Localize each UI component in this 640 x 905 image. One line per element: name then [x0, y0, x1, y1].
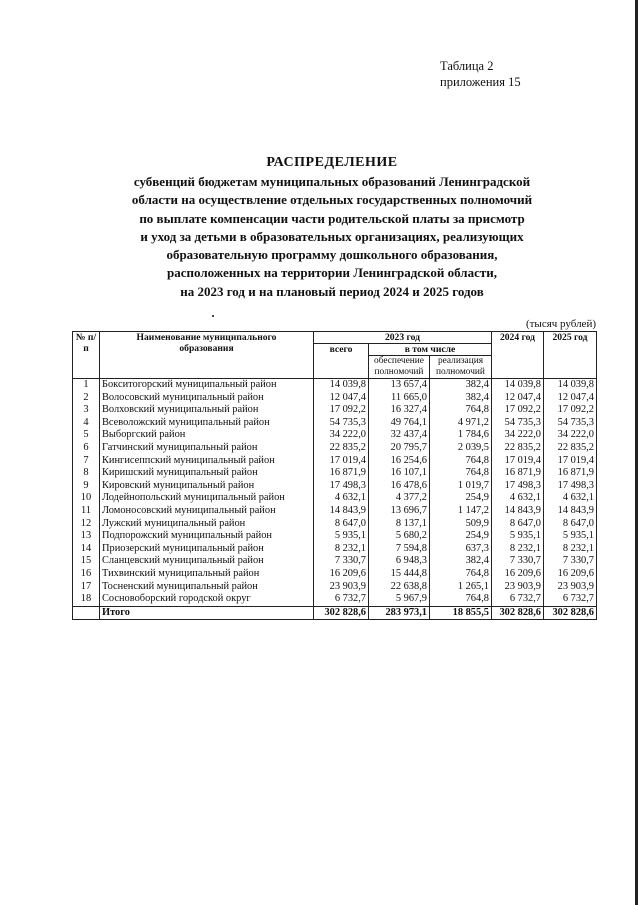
row-name: Кировский муниципальный район [100, 480, 314, 493]
row-provision: 22 638,8 [369, 581, 430, 594]
header-provision: обеспечение полномочий [369, 356, 430, 379]
row-total: 22 835,2 [314, 442, 369, 455]
heading-line: на 2023 год и на плановый период 2024 и 2025 годов [180, 283, 484, 299]
table-row [73, 530, 597, 543]
row-implementation: 2 039,5 [430, 442, 492, 455]
row-total: 16 871,9 [314, 467, 369, 480]
row-num: 11 [73, 505, 100, 518]
row-2024: 23 903,9 [492, 581, 544, 594]
row-2024: 12 047,4 [492, 392, 544, 405]
row-provision: 13 657,4 [369, 379, 430, 392]
row-implementation: 1 019,7 [430, 480, 492, 493]
row-2024: 17 019,4 [492, 455, 544, 468]
row-2025: 22 835,2 [544, 442, 597, 455]
row-total: 17 019,4 [314, 455, 369, 468]
scan-edge [635, 0, 638, 905]
header-total: всего [314, 344, 369, 379]
row-total: 7 330,7 [314, 555, 369, 568]
table-row [73, 505, 597, 518]
row-2024: 17 092,2 [492, 404, 544, 417]
total-provision: 283 973,1 [369, 606, 430, 620]
header-2025: 2025 год [544, 332, 597, 379]
row-implementation: 764,8 [430, 455, 492, 468]
row-total: 14 039,8 [314, 379, 369, 392]
row-2025: 8 232,1 [544, 543, 597, 556]
row-provision: 16 254,6 [369, 455, 430, 468]
row-2025: 17 498,3 [544, 480, 597, 493]
row-implementation: 382,4 [430, 392, 492, 405]
row-num: 17 [73, 581, 100, 594]
row-total: 16 209,6 [314, 568, 369, 581]
heading-line: области на осуществление отдельных государственных полномочий [131, 192, 533, 208]
row-2024: 6 732,7 [492, 593, 544, 606]
heading-line: образовательную программу дошкольного образования, [166, 247, 498, 263]
row-2024: 16 871,9 [492, 467, 544, 480]
row-provision: 16 478,6 [369, 480, 430, 493]
row-num: 10 [73, 492, 100, 505]
row-num: 9 [73, 480, 100, 493]
row-provision: 20 795,7 [369, 442, 430, 455]
row-2025: 4 632,1 [544, 492, 597, 505]
table-row [73, 593, 597, 606]
table-row [73, 392, 597, 405]
heading-line: и уход за детьми в образовательных организациях, реализующих [140, 228, 524, 244]
total-2025: 302 828,6 [544, 606, 597, 620]
table-row [73, 555, 597, 568]
row-implementation: 254,9 [430, 492, 492, 505]
row-name: Выборгский район [100, 429, 314, 442]
row-total: 8 232,1 [314, 543, 369, 556]
row-2024: 22 835,2 [492, 442, 544, 455]
row-name: Ломоносовский муниципальный район [100, 505, 314, 518]
row-name: Лодейнопольский муниципальный район [100, 492, 314, 505]
row-name: Тихвинский муниципальный район [100, 568, 314, 581]
row-2025: 7 330,7 [544, 555, 597, 568]
row-implementation: 764,8 [430, 404, 492, 417]
table-row [73, 543, 597, 556]
table-row [73, 492, 597, 505]
row-2024: 34 222,0 [492, 429, 544, 442]
appendix-number: приложения 15 [440, 75, 521, 89]
row-2025: 5 935,1 [544, 530, 597, 543]
total-num [73, 606, 100, 620]
total-sum: 302 828,6 [314, 606, 369, 620]
table-row [73, 417, 597, 430]
row-num: 14 [73, 543, 100, 556]
row-name: Сосновоборский городской округ [100, 593, 314, 606]
row-implementation: 382,4 [430, 379, 492, 392]
row-num: 12 [73, 518, 100, 531]
row-num: 15 [73, 555, 100, 568]
row-name: Бокситогорский муниципальный район [100, 379, 314, 392]
row-name: Лужский муниципальный район [100, 518, 314, 531]
row-implementation: 764,8 [430, 568, 492, 581]
row-2025: 17 092,2 [544, 404, 597, 417]
row-2024: 16 209,6 [492, 568, 544, 581]
heading-line: субвенций бюджетам муниципальных образований Ленинградской [133, 174, 531, 189]
row-name: Сланцевский муниципальный район [100, 555, 314, 568]
row-total: 17 498,3 [314, 480, 369, 493]
row-provision: 16 107,1 [369, 467, 430, 480]
distribution-table [72, 331, 597, 620]
row-2025: 23 903,9 [544, 581, 597, 594]
row-total: 6 732,7 [314, 593, 369, 606]
row-2025: 8 647,0 [544, 518, 597, 531]
row-num: 18 [73, 593, 100, 606]
row-2025: 6 732,7 [544, 593, 597, 606]
scan-speck [212, 315, 214, 317]
row-implementation: 509,9 [430, 518, 492, 531]
row-provision: 49 764,1 [369, 417, 430, 430]
row-implementation: 254,9 [430, 530, 492, 543]
row-total: 54 735,3 [314, 417, 369, 430]
document-title: РАСПРЕДЕЛЕНИЕ [266, 155, 398, 170]
row-total: 17 092,2 [314, 404, 369, 417]
row-2024: 54 735,3 [492, 417, 544, 430]
row-provision: 7 594,8 [369, 543, 430, 556]
header-2024: 2024 год [492, 332, 544, 379]
unit-label: (тысяч рублей) [525, 318, 596, 330]
document-heading [70, 155, 594, 301]
row-total: 23 903,9 [314, 581, 369, 594]
row-num: 13 [73, 530, 100, 543]
row-provision: 8 137,1 [369, 518, 430, 531]
table-row [73, 442, 597, 455]
row-provision: 5 967,9 [369, 593, 430, 606]
row-name: Волховский муниципальный район [100, 404, 314, 417]
row-2025: 14 843,9 [544, 505, 597, 518]
row-2024: 5 935,1 [492, 530, 544, 543]
table-row [73, 581, 597, 594]
row-provision: 32 437,4 [369, 429, 430, 442]
table-row [73, 404, 597, 417]
table-row [73, 429, 597, 442]
total-implementation: 18 855,5 [430, 606, 492, 620]
row-num: 1 [73, 379, 100, 392]
row-2025: 16 871,9 [544, 467, 597, 480]
row-name: Всеволожский муниципальный район [100, 417, 314, 430]
row-num: 8 [73, 467, 100, 480]
row-provision: 4 377,2 [369, 492, 430, 505]
header-2023: 2023 год [314, 332, 492, 344]
row-name: Киришский муниципальный район [100, 467, 314, 480]
row-2024: 17 498,3 [492, 480, 544, 493]
row-name: Подпорожский муниципальный район [100, 530, 314, 543]
row-total: 8 647,0 [314, 518, 369, 531]
row-provision: 13 696,7 [369, 505, 430, 518]
row-2024: 8 647,0 [492, 518, 544, 531]
row-2025: 16 209,6 [544, 568, 597, 581]
row-provision: 11 665,0 [369, 392, 430, 405]
row-implementation: 1 147,2 [430, 505, 492, 518]
table-row [73, 568, 597, 581]
row-2024: 4 632,1 [492, 492, 544, 505]
row-2025: 54 735,3 [544, 417, 597, 430]
row-provision: 15 444,8 [369, 568, 430, 581]
heading-line: расположенных на территории Ленинградской области, [167, 265, 497, 281]
row-2025: 34 222,0 [544, 429, 597, 442]
table-reference [440, 58, 521, 90]
table-number: Таблица 2 [440, 59, 494, 73]
row-num: 7 [73, 455, 100, 468]
row-2024: 8 232,1 [492, 543, 544, 556]
header-including: в том числе [369, 344, 492, 356]
total-row [73, 606, 597, 620]
row-num: 5 [73, 429, 100, 442]
row-2024: 14 039,8 [492, 379, 544, 392]
row-total: 12 047,4 [314, 392, 369, 405]
row-implementation: 382,4 [430, 555, 492, 568]
total-2024: 302 828,6 [492, 606, 544, 620]
header-num: № п/п [73, 332, 100, 379]
table-row [73, 455, 597, 468]
row-provision: 16 327,4 [369, 404, 430, 417]
row-name: Тосненский муниципальный район [100, 581, 314, 594]
row-num: 3 [73, 404, 100, 417]
table-row [73, 379, 597, 392]
table-row [73, 467, 597, 480]
row-implementation: 1 784,6 [430, 429, 492, 442]
row-2025: 17 019,4 [544, 455, 597, 468]
header-implementation: реализация полномочий [430, 356, 492, 379]
row-provision: 6 948,3 [369, 555, 430, 568]
row-name: Волосовский муниципальный район [100, 392, 314, 405]
row-2025: 12 047,4 [544, 392, 597, 405]
row-implementation: 764,8 [430, 593, 492, 606]
row-name: Приозерский муниципальный район [100, 543, 314, 556]
table-row [73, 480, 597, 493]
row-2025: 14 039,8 [544, 379, 597, 392]
heading-line: по выплате компенсации части родительской платы за присмотр [139, 210, 525, 226]
row-implementation: 1 265,1 [430, 581, 492, 594]
row-total: 4 632,1 [314, 492, 369, 505]
row-total: 5 935,1 [314, 530, 369, 543]
row-2024: 7 330,7 [492, 555, 544, 568]
row-name: Гатчинский муниципальный район [100, 442, 314, 455]
row-implementation: 764,8 [430, 467, 492, 480]
row-implementation: 637,3 [430, 543, 492, 556]
total-label: Итого [100, 606, 314, 620]
row-total: 34 222,0 [314, 429, 369, 442]
table-row [73, 518, 597, 531]
row-total: 14 843,9 [314, 505, 369, 518]
row-num: 2 [73, 392, 100, 405]
row-name: Кингисеппский муниципальный район [100, 455, 314, 468]
row-num: 4 [73, 417, 100, 430]
row-num: 6 [73, 442, 100, 455]
row-num: 16 [73, 568, 100, 581]
row-provision: 5 680,2 [369, 530, 430, 543]
header-name: Наименование муниципального образования [100, 332, 314, 379]
row-implementation: 4 971,2 [430, 417, 492, 430]
row-2024: 14 843,9 [492, 505, 544, 518]
